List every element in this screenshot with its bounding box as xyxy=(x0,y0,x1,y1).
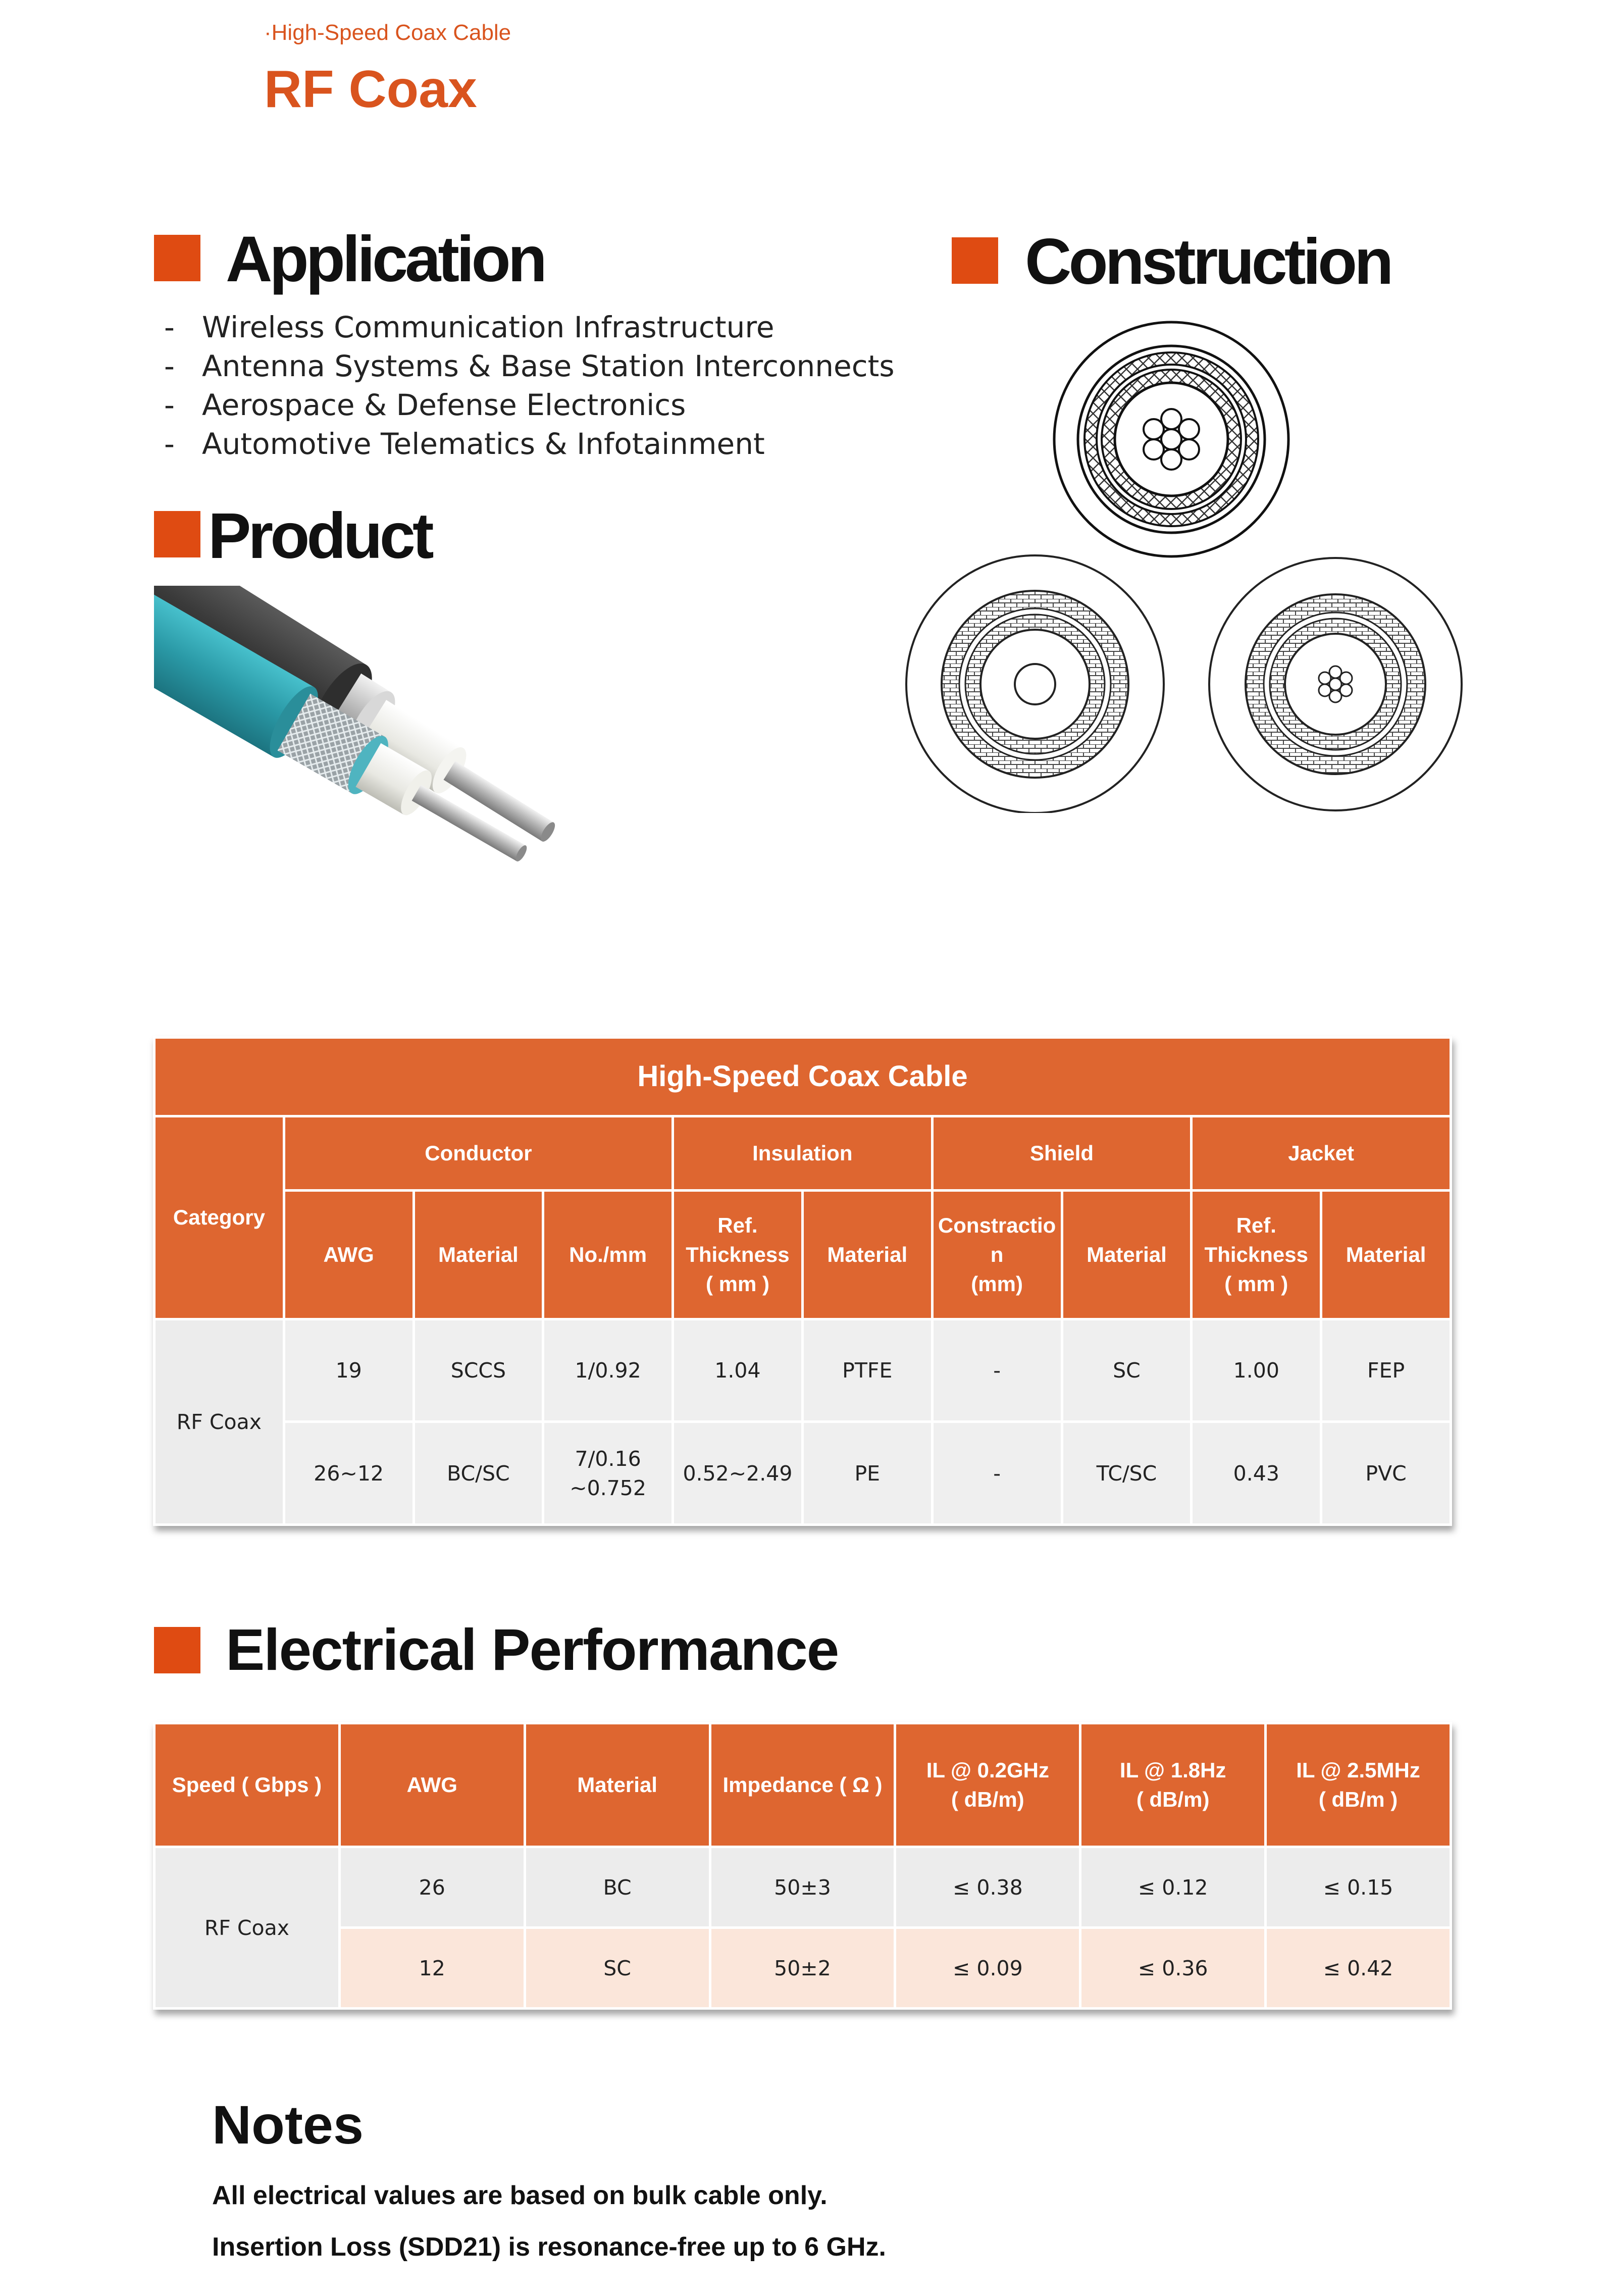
cross-section-solid xyxy=(906,555,1164,813)
row-category: RF Coax xyxy=(156,1848,338,2007)
table-row xyxy=(156,1423,1450,1523)
cell-il-25mhz: ≤ 0.15 xyxy=(1267,1848,1450,1926)
il-02ghz-header: IL @ 0.2GHz ( dB/m) xyxy=(896,1724,1079,1846)
jacket-thickness-header: Ref. Thickness ( mm ) xyxy=(1193,1192,1320,1318)
product-heading: Product xyxy=(208,500,431,572)
cell-awg: 12 xyxy=(341,1929,524,2007)
application-list xyxy=(164,308,895,464)
note-item: All electrical values are based on bulk cable only. xyxy=(212,2181,828,2210)
application-item: - Antenna Systems & Base Station Interconnects xyxy=(164,349,895,383)
performance-table xyxy=(153,1722,1452,2010)
cell-insulation-thickness: 0.52~2.49 xyxy=(674,1423,801,1523)
cell-jacket-material: PVC xyxy=(1322,1423,1450,1523)
shield-header: Shield xyxy=(934,1117,1191,1190)
cell-impedance: 50±2 xyxy=(711,1929,894,2007)
table-row xyxy=(156,1320,1450,1421)
cell-jacket-thickness: 1.00 xyxy=(1193,1320,1320,1421)
cell-awg: 19 xyxy=(285,1320,412,1421)
construction-heading: Construction xyxy=(1025,226,1391,298)
cell-shield-construction: - xyxy=(934,1423,1061,1523)
category-header: Category xyxy=(156,1117,283,1318)
insulation-header: Insulation xyxy=(674,1117,931,1190)
cell-insulation-material: PE xyxy=(804,1423,931,1523)
awg-header: AWG xyxy=(341,1724,524,1846)
table-row xyxy=(156,1848,1450,1926)
cell-insulation-material: PTFE xyxy=(804,1320,931,1421)
insulation-material-header: Material xyxy=(804,1192,931,1318)
cell-il-02ghz: ≤ 0.38 xyxy=(896,1848,1079,1926)
cell-material: SC xyxy=(526,1929,709,2007)
application-item: - Automotive Telematics & Infotainment xyxy=(164,427,765,461)
conductor-header: Conductor xyxy=(285,1117,671,1190)
shield-material-header: Material xyxy=(1063,1192,1191,1318)
cross-section-stranded xyxy=(1054,322,1288,556)
cell-il-18hz: ≤ 0.36 xyxy=(1081,1929,1264,2007)
electrical-heading: Electrical Performance xyxy=(226,1617,839,1682)
cell-shield-construction: - xyxy=(934,1320,1061,1421)
insulation-thickness-header: Ref. Thickness ( mm ) xyxy=(674,1192,801,1318)
jacket-material-header: Material xyxy=(1322,1192,1450,1318)
il-18hz-header: IL @ 1.8Hz ( dB/m) xyxy=(1081,1724,1264,1846)
awg-header: AWG xyxy=(285,1192,412,1318)
application-item: - Aerospace & Defense Electronics xyxy=(164,388,686,422)
spec-table xyxy=(153,1036,1452,1526)
conductor-material-header: Material xyxy=(415,1192,542,1318)
spec-table-title: High-Speed Coax Cable xyxy=(156,1039,1450,1115)
construction-diagrams xyxy=(899,308,1474,813)
page-subtitle: ·High-Speed Coax Cable xyxy=(264,20,511,45)
jacket-header: Jacket xyxy=(1193,1117,1450,1190)
cell-il-18hz: ≤ 0.12 xyxy=(1081,1848,1264,1926)
cell-material: BC xyxy=(526,1848,709,1926)
cell-no-mm: 7/0.16 ~0.752 xyxy=(544,1423,671,1523)
cell-shield-material: TC/SC xyxy=(1063,1423,1191,1523)
cell-il-02ghz: ≤ 0.09 xyxy=(896,1929,1079,2007)
cell-jacket-thickness: 0.43 xyxy=(1193,1423,1320,1523)
cell-conductor-material: SCCS xyxy=(415,1320,542,1421)
impedance-header: Impedance ( Ω ) xyxy=(711,1724,894,1846)
no-mm-header: No./mm xyxy=(544,1192,671,1318)
il-25mhz-header: IL @ 2.5MHz ( dB/m ) xyxy=(1267,1724,1450,1846)
cell-insulation-thickness: 1.04 xyxy=(674,1320,801,1421)
application-heading: Application xyxy=(226,223,544,295)
cell-impedance: 50±3 xyxy=(711,1848,894,1926)
cell-no-mm: 1/0.92 xyxy=(544,1320,671,1421)
product-section-marker xyxy=(154,511,200,557)
page-title: RF Coax xyxy=(264,60,477,119)
cell-jacket-material: FEP xyxy=(1322,1320,1450,1421)
note-item: Insertion Loss (SDD21) is resonance-free up to 6 GHz. xyxy=(212,2232,886,2262)
product-image xyxy=(154,586,750,970)
cell-awg: 26 xyxy=(341,1848,524,1926)
speed-header: Speed ( Gbps ) xyxy=(156,1724,338,1846)
cell-il-25mhz: ≤ 0.42 xyxy=(1267,1929,1450,2007)
material-header: Material xyxy=(526,1724,709,1846)
cross-section-multi-strand xyxy=(1209,558,1462,810)
table-row xyxy=(156,1929,1450,2007)
cell-conductor-material: BC/SC xyxy=(415,1423,542,1523)
construction-section-marker xyxy=(952,237,998,284)
cell-awg: 26~12 xyxy=(285,1423,412,1523)
cell-shield-material: SC xyxy=(1063,1320,1191,1421)
notes-heading: Notes xyxy=(212,2094,364,2155)
application-item: - Wireless Communication Infrastructure xyxy=(164,310,774,344)
shield-construction-header: Constractio n (mm) xyxy=(934,1192,1061,1318)
electrical-section-marker xyxy=(154,1627,200,1673)
row-category: RF Coax xyxy=(156,1320,283,1523)
application-section-marker xyxy=(154,235,200,281)
